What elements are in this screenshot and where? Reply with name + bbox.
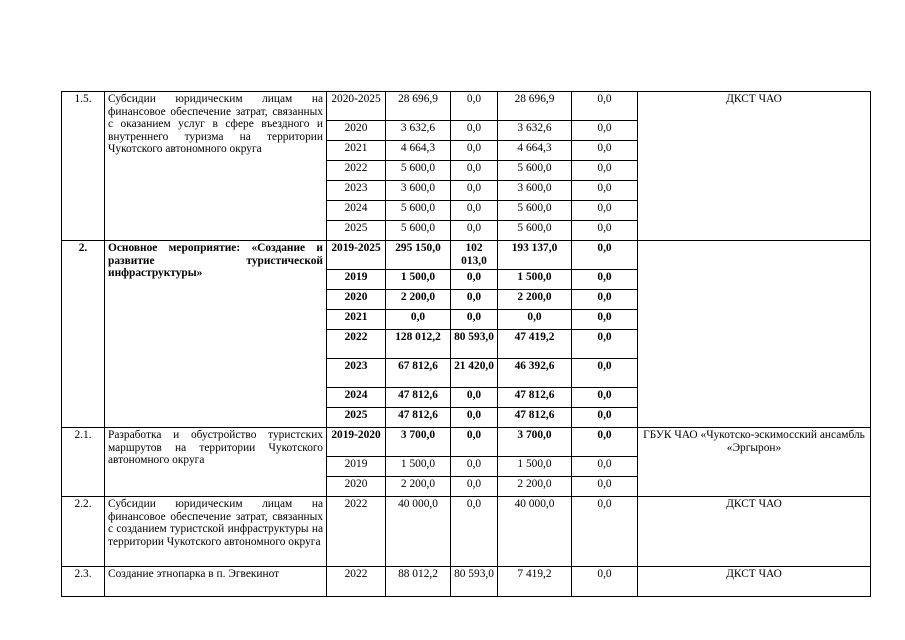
regional-budget-cell: 4 664,3	[498, 141, 572, 161]
regional-budget-cell: 5 600,0	[498, 201, 572, 221]
other-sources-cell: 0,0	[572, 141, 638, 161]
federal-budget-cell: 0,0	[451, 221, 498, 241]
measure-title: Создание этнопарка в п. Эгвекинот	[105, 567, 327, 597]
regional-budget-cell: 1 500,0	[498, 457, 572, 477]
total-cell: 47 812,6	[386, 408, 451, 428]
regional-budget-cell: 7 419,2	[498, 567, 572, 597]
period-cell: 2019	[327, 270, 386, 290]
federal-budget-cell: 102 013,0	[451, 241, 498, 270]
table-row	[62, 92, 871, 121]
item-number: 1.5.	[62, 92, 105, 241]
federal-budget-cell: 0,0	[451, 141, 498, 161]
period-cell: 2024	[327, 201, 386, 221]
table-row	[62, 428, 871, 457]
measure-title: Основное мероприятие: «Создание и развитие туристической инфраструктуры»	[105, 241, 327, 428]
federal-budget-cell: 80 593,0	[451, 567, 498, 597]
table-row	[62, 241, 871, 270]
period-cell: 2020	[327, 121, 386, 141]
other-sources-cell: 0,0	[572, 408, 638, 428]
other-sources-cell: 0,0	[572, 330, 638, 359]
executor-cell	[638, 241, 871, 428]
total-cell: 2 200,0	[386, 290, 451, 310]
other-sources-cell: 0,0	[572, 290, 638, 310]
other-sources-cell: 0,0	[572, 201, 638, 221]
other-sources-cell: 0,0	[572, 92, 638, 121]
total-cell: 1 500,0	[386, 457, 451, 477]
other-sources-cell: 0,0	[572, 121, 638, 141]
measure-title: Разработка и обустройство туристских маршрутов на территории Чукотского автономного округа	[105, 428, 327, 497]
period-cell: 2020	[327, 290, 386, 310]
federal-budget-cell: 80 593,0	[451, 330, 498, 359]
total-cell: 3 700,0	[386, 428, 451, 457]
total-cell: 3 632,6	[386, 121, 451, 141]
table-row	[62, 497, 871, 567]
regional-budget-cell: 47 419,2	[498, 330, 572, 359]
item-number: 2.2.	[62, 497, 105, 567]
total-cell: 5 600,0	[386, 221, 451, 241]
total-cell: 128 012,2	[386, 330, 451, 359]
total-cell: 28 696,9	[386, 92, 451, 121]
other-sources-cell: 0,0	[572, 181, 638, 201]
period-cell: 2024	[327, 388, 386, 408]
period-cell: 2022	[327, 161, 386, 181]
total-cell: 5 600,0	[386, 161, 451, 181]
regional-budget-cell: 1 500,0	[498, 270, 572, 290]
regional-budget-cell: 193 137,0	[498, 241, 572, 270]
period-cell: 2020-2025	[327, 92, 386, 121]
regional-budget-cell: 3 632,6	[498, 121, 572, 141]
total-cell: 1 500,0	[386, 270, 451, 290]
other-sources-cell: 0,0	[572, 428, 638, 457]
period-cell: 2021	[327, 141, 386, 161]
total-cell: 88 012,2	[386, 567, 451, 597]
other-sources-cell: 0,0	[572, 270, 638, 290]
other-sources-cell: 0,0	[572, 161, 638, 181]
period-cell: 2023	[327, 181, 386, 201]
regional-budget-cell: 3 700,0	[498, 428, 572, 457]
total-cell: 0,0	[386, 310, 451, 330]
regional-budget-cell: 5 600,0	[498, 161, 572, 181]
federal-budget-cell: 0,0	[451, 310, 498, 330]
other-sources-cell: 0,0	[572, 310, 638, 330]
regional-budget-cell: 5 600,0	[498, 221, 572, 241]
regional-budget-cell: 40 000,0	[498, 497, 572, 567]
federal-budget-cell: 0,0	[451, 121, 498, 141]
executor-cell: ДКСТ ЧАО	[638, 92, 871, 241]
federal-budget-cell: 0,0	[451, 181, 498, 201]
other-sources-cell: 0,0	[572, 497, 638, 567]
period-cell: 2019-2020	[327, 428, 386, 457]
period-cell: 2025	[327, 408, 386, 428]
federal-budget-cell: 0,0	[451, 270, 498, 290]
other-sources-cell: 0,0	[572, 241, 638, 270]
total-cell: 40 000,0	[386, 497, 451, 567]
item-number: 2.	[62, 241, 105, 428]
regional-budget-cell: 2 200,0	[498, 477, 572, 497]
federal-budget-cell: 0,0	[451, 161, 498, 181]
period-cell: 2021	[327, 310, 386, 330]
other-sources-cell: 0,0	[572, 359, 638, 388]
federal-budget-cell: 0,0	[451, 388, 498, 408]
table-row	[62, 567, 871, 597]
period-cell: 2022	[327, 567, 386, 597]
regional-budget-cell: 47 812,6	[498, 388, 572, 408]
table-body	[62, 92, 871, 597]
federal-budget-cell: 0,0	[451, 428, 498, 457]
total-cell: 3 600,0	[386, 181, 451, 201]
federal-budget-cell: 0,0	[451, 92, 498, 121]
measure-title: Субсидии юридическим лицам на финансовое обеспечение затрат, связанных с созданием туристской инфраструктуры на территории Чукотского автономного округа	[105, 497, 327, 567]
item-number: 2.3.	[62, 567, 105, 597]
total-cell: 5 600,0	[386, 201, 451, 221]
total-cell: 2 200,0	[386, 477, 451, 497]
item-number: 2.1.	[62, 428, 105, 497]
other-sources-cell: 0,0	[572, 388, 638, 408]
federal-budget-cell: 21 420,0	[451, 359, 498, 388]
measure-title: Субсидии юридическим лицам на финансовое обеспечение затрат, связанных с оказанием услуг в сфере въездного и внутреннего туризма на территории Чукотского автономного округа	[105, 92, 327, 241]
total-cell: 67 812,6	[386, 359, 451, 388]
regional-budget-cell: 3 600,0	[498, 181, 572, 201]
executor-cell: ГБУК ЧАО «Чукотско-эскимосский ансамбль «Эргырон»	[638, 428, 871, 497]
other-sources-cell: 0,0	[572, 477, 638, 497]
period-cell: 2022	[327, 497, 386, 567]
period-cell: 2019-2025	[327, 241, 386, 270]
federal-budget-cell: 0,0	[451, 477, 498, 497]
other-sources-cell: 0,0	[572, 221, 638, 241]
period-cell: 2023	[327, 359, 386, 388]
period-cell: 2022	[327, 330, 386, 359]
executor-cell: ДКСТ ЧАО	[638, 567, 871, 597]
federal-budget-cell: 0,0	[451, 457, 498, 477]
federal-budget-cell: 0,0	[451, 290, 498, 310]
other-sources-cell: 0,0	[572, 567, 638, 597]
regional-budget-cell: 46 392,6	[498, 359, 572, 388]
regional-budget-cell: 28 696,9	[498, 92, 572, 121]
period-cell: 2020	[327, 477, 386, 497]
period-cell: 2019	[327, 457, 386, 477]
federal-budget-cell: 0,0	[451, 201, 498, 221]
federal-budget-cell: 0,0	[451, 497, 498, 567]
federal-budget-cell: 0,0	[451, 408, 498, 428]
other-sources-cell: 0,0	[572, 457, 638, 477]
regional-budget-cell: 47 812,6	[498, 408, 572, 428]
period-cell: 2025	[327, 221, 386, 241]
regional-budget-cell: 0,0	[498, 310, 572, 330]
total-cell: 47 812,6	[386, 388, 451, 408]
budget-table	[61, 91, 871, 597]
total-cell: 4 664,3	[386, 141, 451, 161]
executor-cell: ДКСТ ЧАО	[638, 497, 871, 567]
regional-budget-cell: 2 200,0	[498, 290, 572, 310]
total-cell: 295 150,0	[386, 241, 451, 270]
